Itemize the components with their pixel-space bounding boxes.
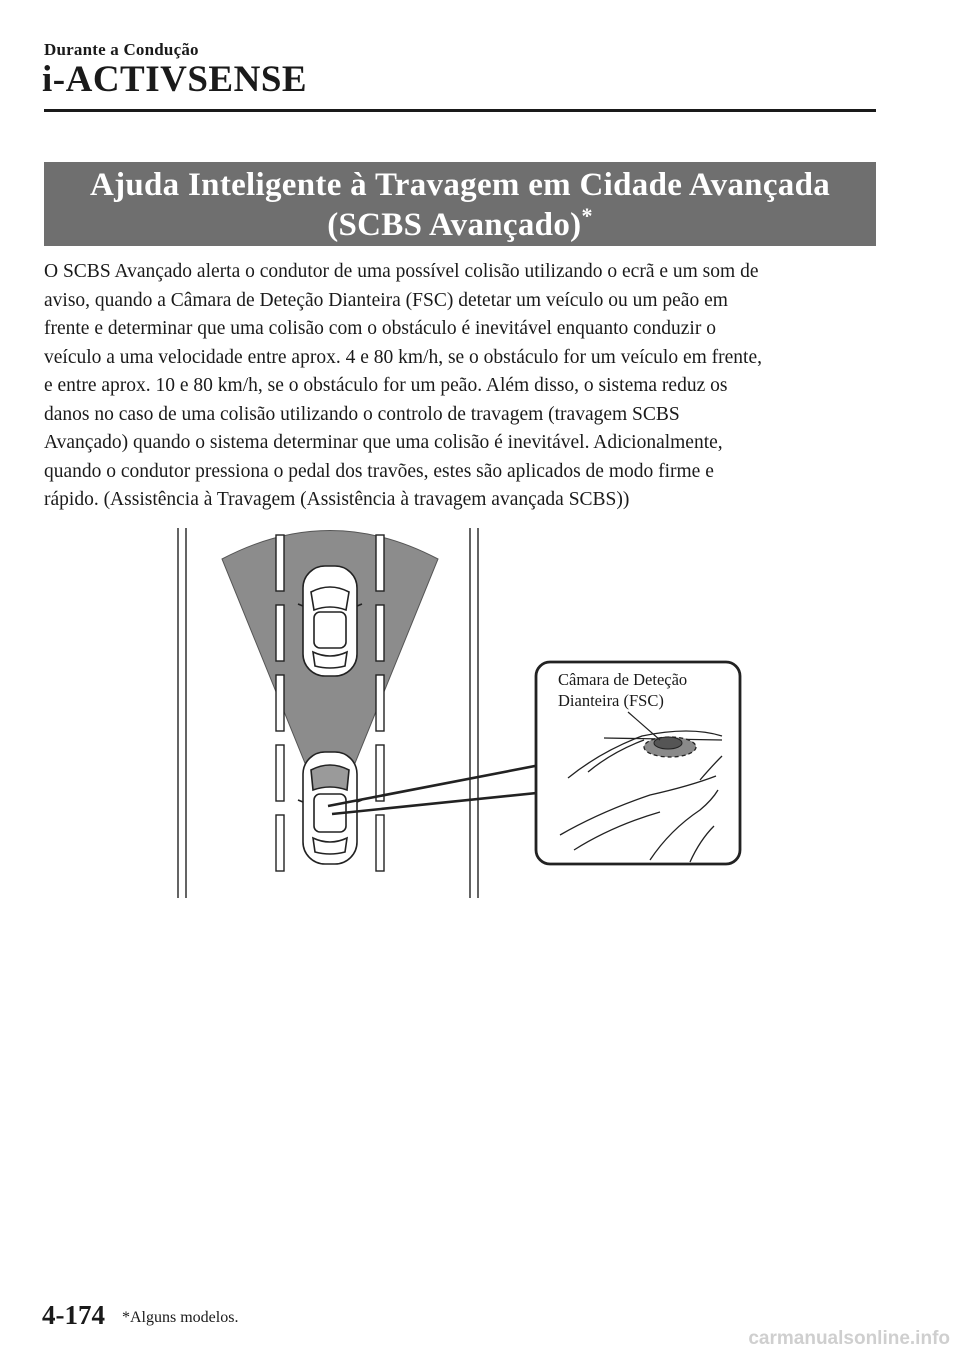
camera-label-line2: Dianteira (FSC): [558, 691, 664, 710]
section-title: i-ACTIVSENSE: [42, 59, 308, 100]
body-line: frente e determinar que uma colisão com o obstáculo é inevitável enquanto conduzir o: [44, 318, 716, 339]
body-line: O SCBS Avançado alerta o condutor de uma possível colisão utilizando o ecrã e um som de: [44, 261, 759, 282]
page-number: 4-174: [42, 1300, 105, 1330]
own-car: [298, 752, 362, 864]
body-line: rápido. (Assistência à Travagem (Assistência à travagem avançada SCBS)): [44, 489, 630, 510]
article-title-line2: (SCBS Avançado): [327, 207, 582, 243]
breadcrumb: Durante a Condução: [44, 40, 199, 59]
callout-leader: [328, 760, 566, 814]
camera-label-line1: Câmara de Deteção: [558, 670, 688, 689]
body-line: aviso, quando a Câmara de Deteção Dianteira (FSC) detetar um veículo ou um peão em: [44, 289, 728, 311]
article-title-line1: Ajuda Inteligente à Travagem em Cidade Avançada: [89, 167, 831, 203]
body-line: Avançado) quando o sistema determinar que uma colisão é inevitável. Adicionalmente,: [44, 432, 723, 453]
camera-unit: [644, 737, 696, 757]
body-line: e entre aprox. 10 e 80 km/h, se o obstáculo for um peão. Além disso, o sistema reduz os: [44, 375, 728, 396]
camera-callout-label: [558, 669, 687, 711]
watermark: carmanualsonline.info: [748, 1328, 950, 1349]
footnote: *Alguns modelos.: [122, 1309, 239, 1326]
optional-marker: *: [581, 203, 593, 228]
body-line: danos no caso de uma colisão utilizando o controlo de travagem (travagem SCBS: [44, 403, 680, 425]
body-line: quando o condutor pressiona o pedal dos travões, estes são aplicados de modo firme e: [44, 460, 714, 482]
body-line: veículo a uma velocidade entre aprox. 4 e 80 km/h, se o obstáculo for um veículo em frente,: [44, 346, 763, 368]
car-ahead: [298, 566, 362, 676]
